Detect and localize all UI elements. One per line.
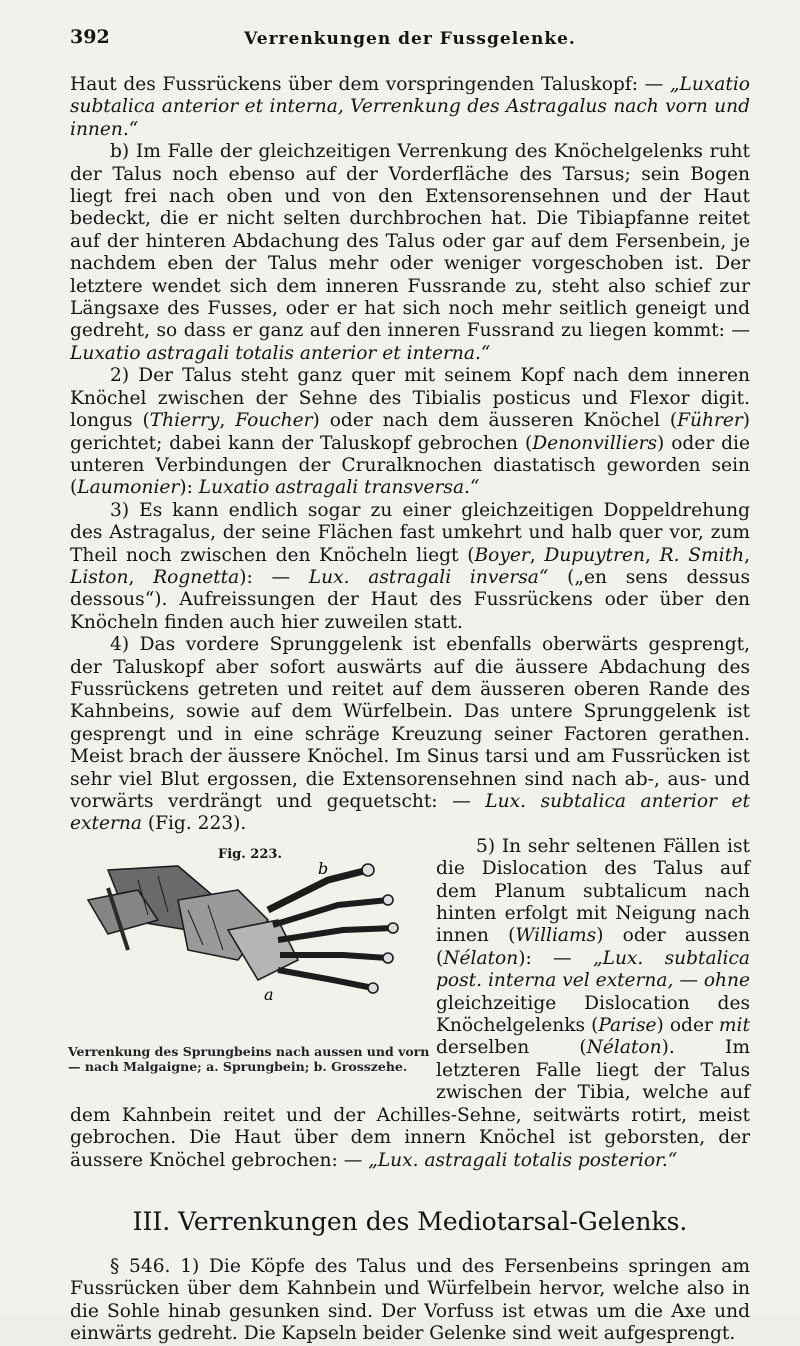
figure-letter-a: a: [264, 984, 274, 1004]
text-run: b) Im Falle der gleichzeitigen Verrenkung des Knöchelgelenks ruht der Talus noch ebenso auf der Vorderfläche des Tarsus; sein Bogen liegt frei nach oben und von den Extensorensehnen und der Haut bedeckt, die er nicht selten durchbrochen hat. Die Tibiapfanne reitet auf der hinteren Abdachung des Talus oder gar auf dem Fersenbein, je nachdem eben der Talus mehr oder weniger vorgeschoben ist. Der letztere wendet sich dem inneren Fussrande zu, steht also schief zur Längsaxe des Fusses, oder er hat sich noch mehr seitlich geneigt und gedreht, so dass er ganz auf den inneren Fussrand zu liegen kommt: —: [70, 141, 750, 342]
italic-text: R. Smith: [659, 544, 745, 566]
figure-letter-b: b: [318, 859, 329, 878]
running-header: [70, 26, 750, 56]
figure-223: [68, 836, 428, 1098]
italic-text: Dupuytren: [544, 544, 646, 566]
figure-label: Fig. 223.: [218, 846, 282, 862]
text-run: ) oder: [656, 1015, 719, 1037]
text-run: ) gerichtet; dabei kann der Taluskopf gebrochen (: [70, 410, 750, 454]
text-run: ,: [744, 544, 750, 566]
paragraph: [70, 141, 750, 365]
italic-text: Luxatio astragali transversa.“: [198, 477, 480, 499]
text-run: ) oder nach dem äusseren Knöchel (: [312, 410, 678, 432]
text-run: 2) Der Talus steht ganz quer mit seinem Kopf nach dem inneren Knöchel zwischen der Sehne des Tibialis posticus und Flexor digit. longus (: [70, 365, 750, 432]
text-run: § 546. 1) Die Köpfe des Talus und des Fersenbeins springen am Fussrücken über dem Kahnbein und Würfelbein hervor, welche also in die Sohle hinab gesunken sind. Der Vorfuss ist etwas um die Axe und einwärts gedreht. Die Kapseln beider Gelenke sind weit aufgesprengt.: [70, 1255, 750, 1345]
text-run: 5) In sehr seltenen Fällen ist die Dislocation des Talus auf dem Planum subtalicum nach hinten erfolgt mit Neigung nach innen (: [436, 835, 750, 947]
text-run: —: [673, 970, 704, 992]
text-run: ): —: [239, 566, 309, 588]
italic-text: Parise: [598, 1015, 657, 1037]
italic-text: „Lux. subtalica post. interna vel externa,: [436, 947, 751, 992]
text-run: ,: [128, 566, 154, 588]
text-run: ):: [179, 477, 199, 499]
text-run: Haut des Fussrückens über dem vorspringenden Taluskopf: —: [70, 74, 670, 95]
text-run: („en sens dessus dessous“). Aufreissungen der Haut des Fussrückens oder über den Knöcheln finden auch hier zuweilen statt.: [70, 566, 750, 633]
italic-text: Nélaton: [443, 947, 519, 969]
figure-caption: Verrenkung des Sprungbeins nach aussen und vorn — nach Malgaigne; a. Sprungbein; b. Grosszehe.: [68, 1043, 430, 1074]
text-run: ) oder die unteren Verbindungen der Cruralknochen diastatisch geworden sein (: [70, 432, 750, 499]
text-run: 3) Es kann endlich sogar zu einer gleichzeitigen Doppeldrehung des Astragalus, der seine Flächen fast umkehrt und halb quer vor, zum Theil noch zwischen den Knöcheln liegt (: [70, 499, 750, 566]
text-run: ). Im letzteren Falle liegt der Talus zwischen der Tibia, welche auf dem Kahnbein reitet und der Achilles-Sehne, seitwärts rotirt, meist gebrochen. Die Haut über dem innern Knöchel ist geborsten, der äussere Knöchel gebrochen: —: [70, 1037, 750, 1171]
section-heading: III. Verrenkungen des Mediotarsal-Gelenks.: [132, 1206, 688, 1236]
running-title: Verrenkungen der Fussgelenke.: [244, 29, 576, 49]
italic-text: mit: [718, 1015, 750, 1037]
italic-text: Lux. astragali inversa“: [308, 566, 549, 588]
text-run: gleichzeitige Dislocation des Knöchelgelenks (: [436, 992, 750, 1037]
paragraph: [70, 74, 750, 141]
text-run: derselben (: [436, 1037, 587, 1059]
paragraph: [70, 634, 750, 836]
text-run: ,: [529, 544, 545, 566]
italic-text: „Luxatio subtalica anterior et interna, Verrenkung des Astragalus nach vorn und innen.“: [70, 74, 750, 140]
italic-text: Laumonier: [77, 477, 180, 499]
italic-text: Foucher: [235, 410, 313, 432]
paragraph: [70, 500, 750, 634]
italic-text: Liston: [70, 566, 129, 588]
text-run: ): —: [518, 947, 593, 969]
text-run: ,: [645, 544, 660, 566]
italic-text: ohne: [703, 970, 750, 992]
paragraph: [70, 1256, 750, 1346]
italic-text: Rognetta: [153, 566, 240, 588]
italic-text: Boyer: [474, 544, 530, 566]
paragraph: [70, 365, 750, 499]
italic-text: „Lux. astragali totalis posterior.“: [368, 1149, 678, 1171]
italic-text: Lux. subtalica anterior et externa: [70, 791, 750, 835]
italic-text: Nélaton: [586, 1037, 662, 1059]
italic-text: Thierry: [149, 410, 220, 432]
foot-skeleton-illustration: [68, 860, 428, 1044]
text-run: 4) Das vordere Sprunggelenk ist ebenfalls oberwärts gesprengt, der Taluskopf aber sofort auswärts auf die äussere Abdachung des Fussrückens getreten und reitet auf dem äusseren oberen Rande des Kahnbeins, sowie auf dem Würfelbein. Das untere Sprunggelenk ist gesprengt und in eine schräge Kreuzung seiner Factoren gerathen. Meist brach der äussere Knöchel. Im Sinus tarsi und am Fussrücken ist sehr viel Blut ergossen, die Extensorensehnen sind nach ab-, aus- und vorwärts verdrängt und gequetscht: —: [70, 634, 750, 812]
italic-text: Denonvilliers: [532, 432, 658, 454]
italic-text: Luxatio astragali totalis anterior et interna.“: [70, 342, 491, 364]
italic-text: Williams: [515, 925, 597, 947]
text-run: ,: [219, 410, 236, 432]
text-run: ) oder aussen (: [436, 925, 751, 969]
text-run: (Fig. 223).: [141, 813, 247, 835]
text-body: [70, 74, 750, 1346]
italic-text: Führer: [677, 410, 743, 432]
page-number: 392: [70, 26, 110, 48]
